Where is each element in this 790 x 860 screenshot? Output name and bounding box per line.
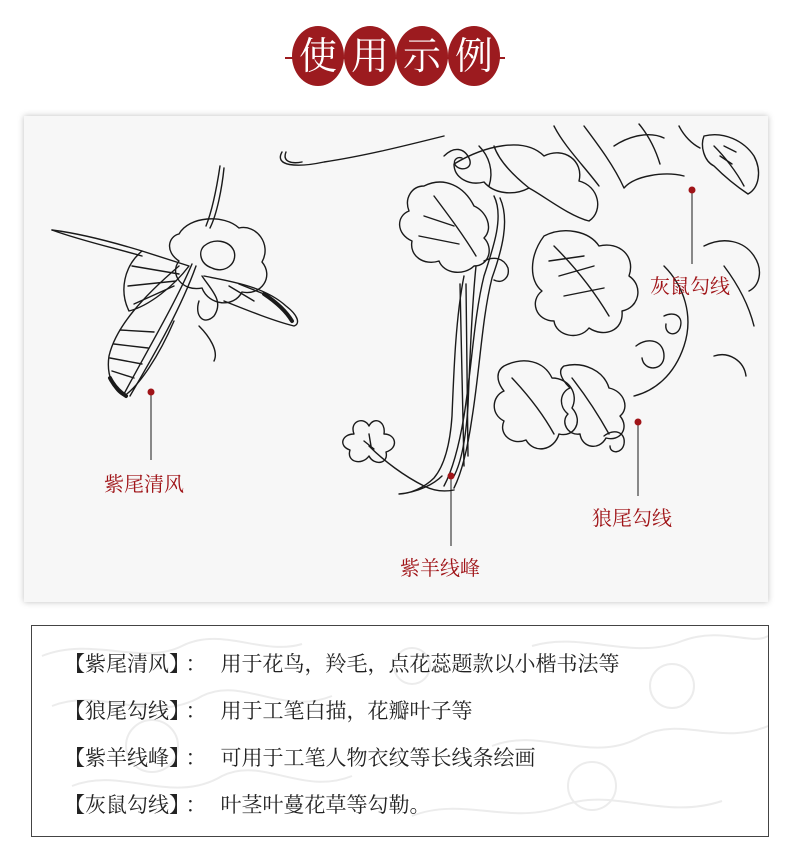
vine-drawing (280, 124, 759, 494)
description-row-zi-wei (64, 648, 620, 678)
illustration-panel (24, 116, 768, 602)
description-separator: ： (185, 793, 207, 817)
description-name: 【紫羊线峰】 (64, 746, 180, 770)
description-row-lang-wei (64, 695, 473, 725)
marker-dot-zi-wei (148, 389, 155, 396)
description-text: 用于工笔白描，花瓣叶子等 (220, 699, 473, 723)
description-row-zi-yang (64, 742, 536, 772)
description-text: 用于花鸟，羚毛，点花蕊题款以小楷书法等 (220, 652, 620, 676)
marker-dot-hui-shu (689, 187, 696, 194)
label-zi-wei: 紫尾清风 (104, 472, 184, 496)
title-char-3: 示 (396, 26, 448, 86)
description-name: 【紫尾清风】 (64, 652, 180, 676)
title-char-4: 例 (448, 26, 500, 86)
marker-dot-lang-wei (635, 419, 642, 426)
label-zi-yang: 紫羊线峰 (400, 556, 480, 580)
label-lang-wei: 狼尾勾线 (592, 506, 672, 530)
description-text: 叶茎叶蔓花草等勾勒。 (220, 793, 431, 817)
description-text: 可用于工笔人物衣纹等长线条绘画 (220, 746, 536, 770)
title-chars (292, 26, 500, 86)
description-separator: ： (185, 699, 207, 723)
description-separator: ： (185, 652, 207, 676)
description-row-hui-shu (64, 789, 431, 819)
marker-dot-zi-yang (448, 473, 455, 480)
title-char-1: 使 (292, 26, 344, 86)
description-box (31, 625, 769, 837)
description-separator: ： (185, 746, 207, 770)
butterfly-drawing (52, 166, 298, 396)
section-title (0, 26, 790, 88)
title-char-2: 用 (344, 26, 396, 86)
label-hui-shu: 灰鼠勾线 (650, 274, 730, 298)
annotation-markers (148, 187, 696, 547)
description-name: 【灰鼠勾线】 (64, 793, 180, 817)
description-name: 【狼尾勾线】 (64, 699, 180, 723)
